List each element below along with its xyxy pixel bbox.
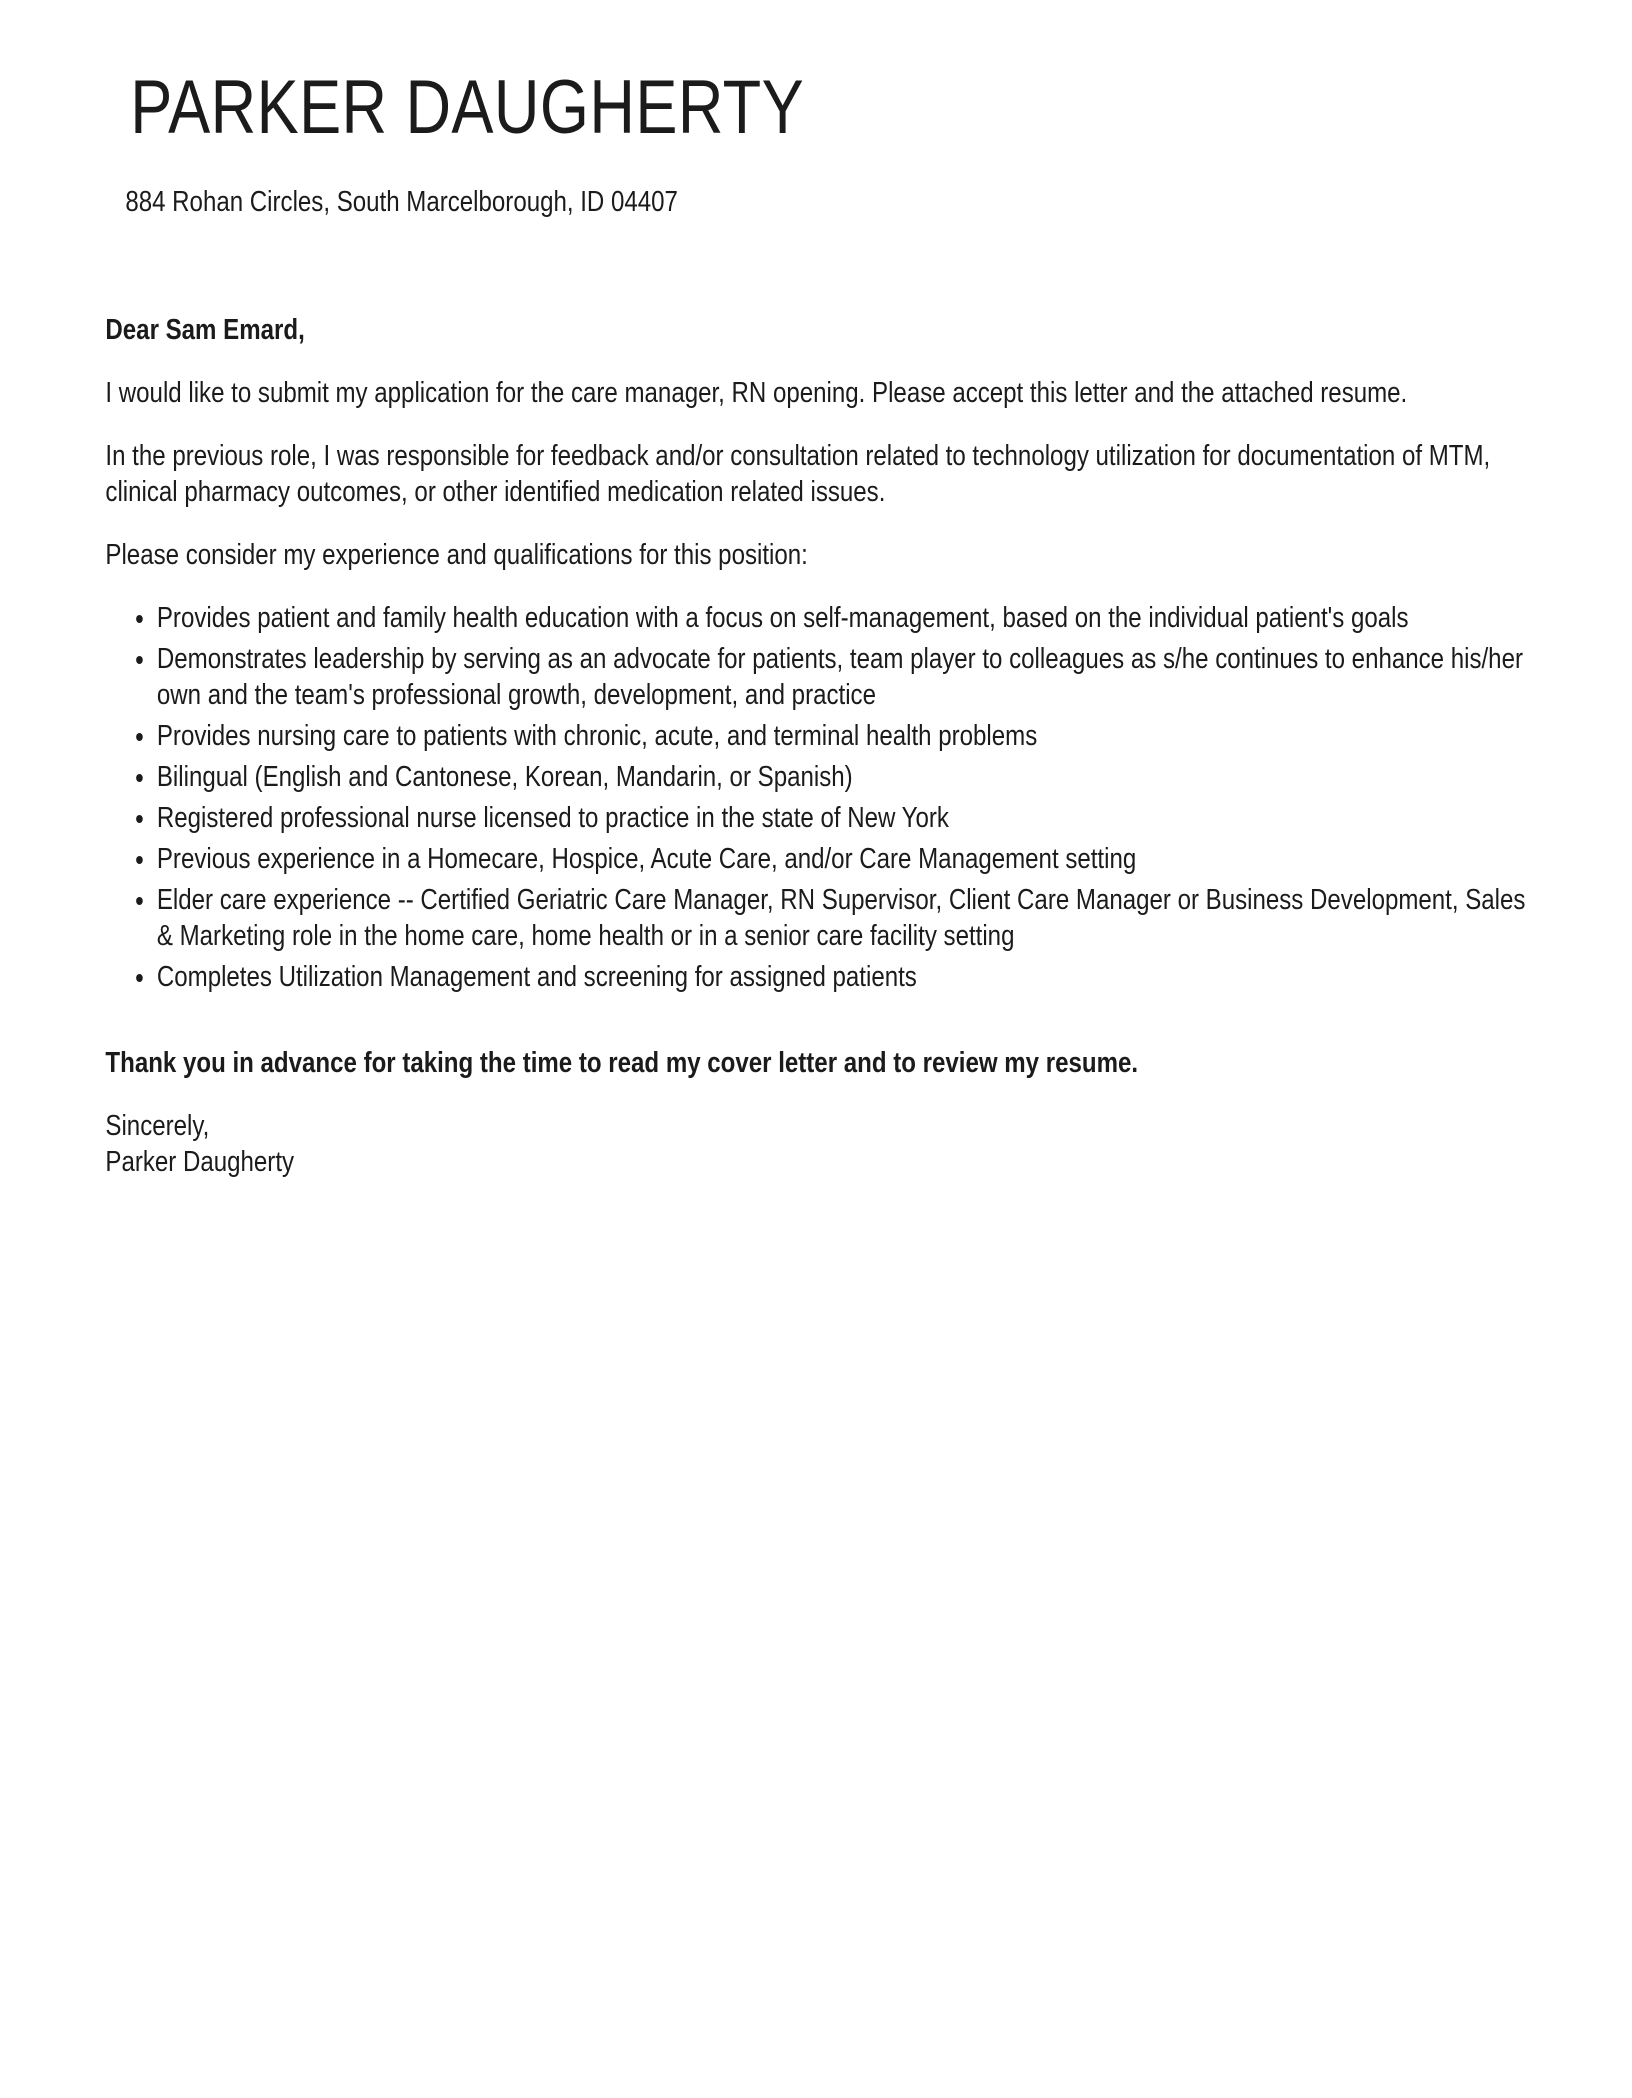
thank-you-line: Thank you in advance for taking the time to read my cover letter and to review my resume.	[105, 1047, 1139, 1079]
qualification-item: • Bilingual (English and Cantonese, Korean, Mandarin, or Spanish)	[155, 759, 1540, 795]
consider-paragraph: Please consider my experience and qualifications for this position:	[105, 539, 808, 571]
sender-address: 884 Rohan Circles, South Marcelborough, ID 04407	[125, 186, 678, 218]
qualification-item: • Elder care experience -- Certified Geriatric Care Manager, RN Supervisor, Client Care Manager or Business Development, Sales & Marketing role in the home care, home health or in a senior care facility setting	[155, 882, 1540, 954]
intro-paragraph: I would like to submit my application for the care manager, RN opening. Please accept this letter and the attached resume.	[105, 377, 1408, 409]
sender-name: PARKER DAUGHERTY	[130, 65, 805, 150]
qualification-item: • Demonstrates leadership by serving as an advocate for patients, team player to colleagues as s/he continues to enhance his/her own and the team's professional growth, development, and practice	[155, 641, 1540, 713]
qualifications-list	[105, 600, 1540, 995]
signature: Parker Daugherty	[105, 1146, 295, 1178]
qualification-item: • Registered professional nurse licensed to practice in the state of New York	[155, 800, 1540, 836]
qualification-item: • Provides patient and family health education with a focus on self-management, based on the individual patient's goals	[155, 600, 1540, 636]
qualification-item: • Previous experience in a Homecare, Hospice, Acute Care, and/or Care Management setting	[155, 841, 1540, 877]
signoff: Sincerely,	[105, 1110, 210, 1142]
previous-role-paragraph: In the previous role, I was responsible for feedback and/or consultation related to technology utilization for documentation of MTM, clinical pharmacy outcomes, or other identified medication related issues.	[105, 440, 1491, 508]
qualification-item: • Provides nursing care to patients with chronic, acute, and terminal health problems	[155, 718, 1540, 754]
greeting: Dear Sam Emard,	[105, 314, 305, 346]
signoff-block	[105, 1108, 1540, 1180]
qualification-item: • Completes Utilization Management and screening for assigned patients	[155, 959, 1540, 995]
